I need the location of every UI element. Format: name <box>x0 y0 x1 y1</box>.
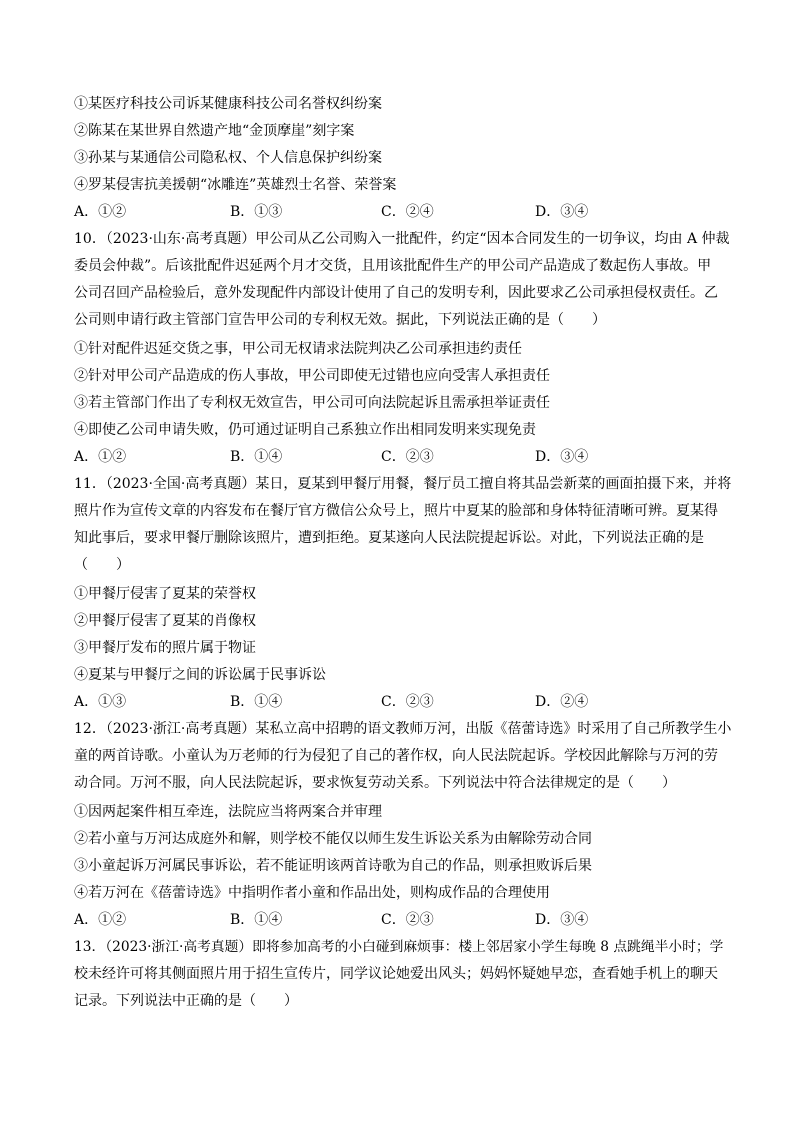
q11-stem-line-4: （ ） <box>74 557 130 573</box>
q10-options <box>74 448 734 466</box>
q12-item-2: ②若小童与万河达成庭外和解，则学校不能仅以师生发生诉讼关系为由解除劳动合同 <box>74 831 592 847</box>
q11-item-2: ②甲餐厅侵害了夏某的肖像权 <box>74 613 256 629</box>
q11-item-1: ①甲餐厅侵害了夏某的荣誉权 <box>74 586 256 602</box>
q11-stem-line-3: 知此事后，要求甲餐厅删除该照片，遭到拒绝。夏某遂向人民法院提起诉讼。对此，下列说法正确的是 <box>74 530 704 546</box>
q9-item-2: ②陈某在某世界自然遗产地“金顶摩崖”刻字案 <box>74 123 355 139</box>
q12-stem-line-2: 童的两首诗歌。小童认为万老师的行为侵犯了自己的著作权，向人民法院起诉。学校因此解除与万河的劳 <box>74 748 718 764</box>
q9-option-d: D．③④ <box>535 204 589 220</box>
q11-option-d: D．②④ <box>535 694 589 710</box>
q10-option-b: B．①④ <box>230 449 283 465</box>
q13-stem-line-3: 记录。下列说法中正确的是（ ） <box>74 993 298 1009</box>
q10-stem-line-3: 公司召回产品检验后，意外发现配件内部设计使用了自己的发明专利，因此要求乙公司承担侵权责任。乙 <box>74 285 718 301</box>
q10-item-2: ②针对甲公司产品造成的伤人事故，甲公司即使无过错也应向受害人承担责任 <box>74 368 550 384</box>
q10-item-3: ③若主管部门作出了专利权无效宣告，甲公司可向法院起诉且需承担举证责任 <box>74 395 550 411</box>
q10-option-d: D．③④ <box>535 449 589 465</box>
q11-option-c: C．②③ <box>381 694 434 710</box>
q13-stem-line-2: 校未经许可将其侧面照片用于招生宣传片，同学议论她爱出风头；妈妈怀疑她早恋，查看她手机上的聊天 <box>74 966 718 982</box>
q12-item-3: ③小童起诉万河属民事诉讼，若不能证明该两首诗歌为自己的作品，则承担败诉后果 <box>74 858 592 874</box>
q12-option-c: C．②③ <box>381 912 434 928</box>
q11-stem-line-1: 11．（2023·全国·高考真题）某日，夏某到甲餐厅用餐，餐厅员工擅自将其品尝新菜的画面拍摄下来，并将 <box>74 476 732 492</box>
q9-item-4: ④罗某侵害抗美援朝“冰雕连”英雄烈士名誉、荣誉案 <box>74 177 397 193</box>
q10-item-1: ①针对配件迟延交货之事，甲公司无权请求法院判决乙公司承担违约责任 <box>74 341 522 357</box>
q12-item-1: ①因两起案件相互牵连，法院应当将两案合并审理 <box>74 804 382 820</box>
q9-options <box>74 203 734 221</box>
q11-options <box>74 693 734 711</box>
q10-stem-line-4: 公司则申请行政主管部门宣告甲公司的专利权无效。据此，下列说法正确的是（ ） <box>74 312 606 328</box>
q10-item-4: ④即使乙公司申请失败，仍可通过证明自己系独立作出相同发明来实现免责 <box>74 422 536 438</box>
q11-item-3: ③甲餐厅发布的照片属于物证 <box>74 640 256 656</box>
q9-item-1: ①某医疗科技公司诉某健康科技公司名誉权纠纷案 <box>74 96 382 112</box>
q9-option-b: B．①③ <box>230 204 283 220</box>
q10-option-c: C．②③ <box>381 449 434 465</box>
q9-option-a: A．①② <box>74 204 127 220</box>
q11-item-4: ④夏某与甲餐厅之间的诉讼属于民事诉讼 <box>74 667 326 683</box>
q11-option-b: B．①④ <box>230 694 283 710</box>
q12-options <box>74 911 734 929</box>
q9-item-3: ③孙某与某通信公司隐私权、个人信息保护纠纷案 <box>74 150 382 166</box>
q10-stem-line-1: 10．（2023·山东·高考真题）甲公司从乙公司购入一批配件，约定“因本合同发生的一切争议，均由 A 仲裁 <box>74 231 730 247</box>
q13-stem-line-1: 13．（2023·浙江·高考真题）即将参加高考的小白碰到麻烦事：楼上邻居家小学生每晚 8 点跳绳半小时；学 <box>74 939 724 955</box>
q11-stem-line-2: 照片作为宣传文章的内容发布在餐厅官方微信公众号上，照片中夏某的脸部和身体特征清晰可辨。夏某得 <box>74 503 718 519</box>
q12-stem-line-3: 动合同。万河不服，向人民法院起诉，要求恢复劳动关系。下列说法中符合法律规定的是（ ） <box>74 775 676 791</box>
q12-stem-line-1: 12．（2023·浙江·高考真题）某私立高中招聘的语文教师万河，出版《蓓蕾诗选》时采用了自己所教学生小 <box>74 721 732 737</box>
q11-option-a: A．①③ <box>74 694 127 710</box>
q10-stem-line-2: 委员会仲裁”。后该批配件迟延两个月才交货，且用该批配件生产的甲公司产品造成了数起伤人事故。甲 <box>74 258 712 274</box>
q12-option-b: B．①④ <box>230 912 283 928</box>
q12-item-4: ④若万河在《蓓蕾诗选》中指明作者小童和作品出处，则构成作品的合理使用 <box>74 885 550 901</box>
q10-option-a: A．①② <box>74 449 127 465</box>
q12-option-a: A．①② <box>74 912 127 928</box>
q9-option-c: C．②④ <box>381 204 434 220</box>
q12-option-d: D．③④ <box>535 912 589 928</box>
